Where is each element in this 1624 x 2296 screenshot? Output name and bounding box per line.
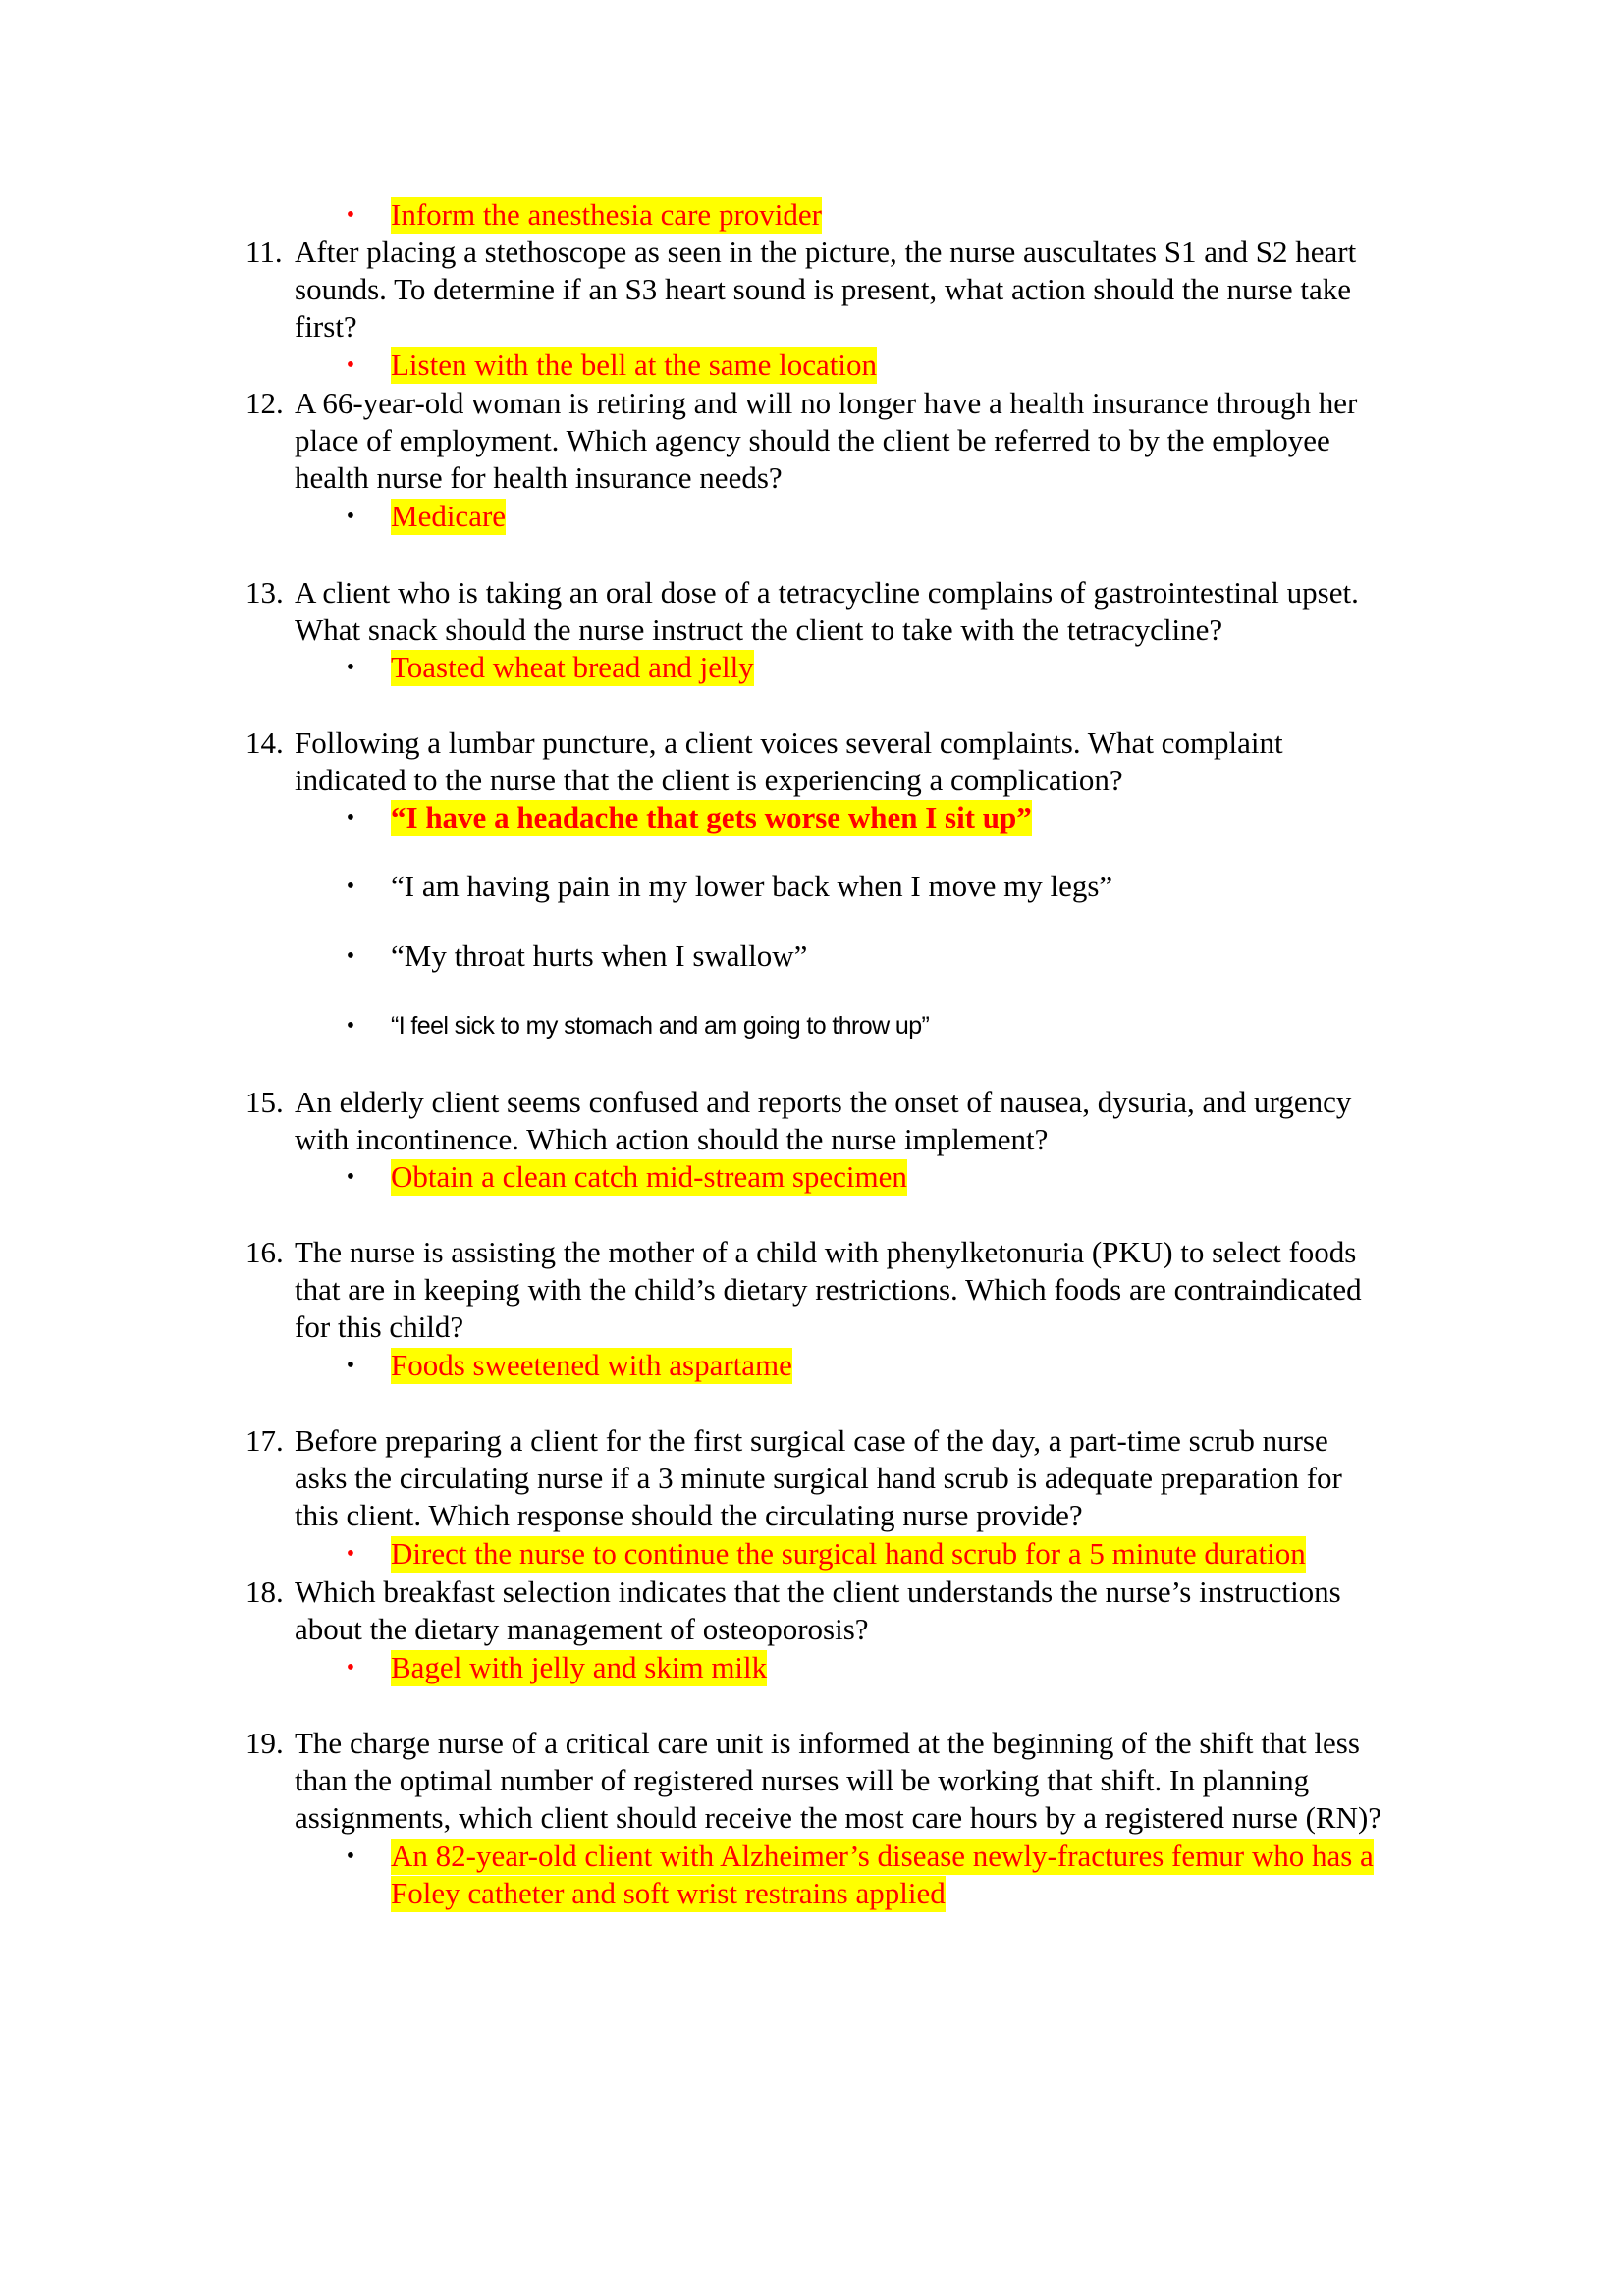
bullet-icon: •	[346, 805, 355, 830]
bullet-icon: •	[346, 1843, 355, 1869]
bullet-icon: •	[346, 1164, 355, 1190]
answer-text: “My throat hurts when I swallow”	[391, 938, 808, 973]
question-number: 13.	[245, 575, 284, 610]
question-number: 12.	[245, 386, 284, 420]
answer-text: “I feel sick to my stomach and am going to throw up”	[391, 1012, 930, 1040]
question-number: 11.	[245, 235, 283, 269]
question-text: sounds. To determine if an S3 heart sound is present, what action should the nurse take	[295, 272, 1352, 306]
answer-text: Foley catheter and soft wrist restrains applied	[391, 1876, 946, 1910]
answer-text: “I am having pain in my lower back when I move my legs”	[391, 869, 1113, 903]
question-number: 19.	[245, 1726, 284, 1760]
question-text: that are in keeping with the child’s dietary restrictions. Which foods are contraindicated	[295, 1272, 1362, 1307]
answer-text: Bagel with jelly and skim milk	[391, 1650, 768, 1684]
bullet-icon: •	[346, 1541, 355, 1567]
bullet-icon: •	[346, 1353, 355, 1378]
answer-text: Direct the nurse to continue the surgical hand scrub for a 5 minute duration	[391, 1536, 1306, 1571]
question-text: about the dietary management of osteoporosis?	[295, 1612, 869, 1646]
question-text: health nurse for health insurance needs?	[295, 460, 783, 495]
answer-text: Foods sweetened with aspartame	[391, 1348, 792, 1382]
bullet-icon: •	[346, 655, 355, 680]
question-text: for this child?	[295, 1309, 464, 1344]
question-number: 14.	[245, 725, 284, 760]
question-text: asks the circulating nurse if a 3 minute surgical hand scrub is adequate preparation for	[295, 1461, 1342, 1495]
question-text: A client who is taking an oral dose of a tetracycline complains of gastrointestinal upset.	[295, 575, 1359, 610]
question-number: 15.	[245, 1085, 284, 1119]
bullet-icon: •	[346, 943, 355, 969]
answer-text: An 82-year-old client with Alzheimer’s disease newly-fractures femur who has a	[391, 1839, 1374, 1873]
bullet-icon: •	[346, 874, 355, 899]
question-text: An elderly client seems confused and reports the onset of nausea, dysuria, and urgency	[295, 1085, 1352, 1119]
answer-text: Toasted wheat bread and jelly	[391, 650, 754, 684]
question-text: than the optimal number of registered nurses will be working that shift. In planning	[295, 1763, 1310, 1797]
question-text: this client. Which response should the circulating nurse provide?	[295, 1498, 1083, 1532]
question-text: place of employment. Which agency should the client be referred to by the employee	[295, 423, 1330, 457]
question-text: with incontinence. Which action should the nurse implement?	[295, 1122, 1049, 1156]
question-text: A 66-year-old woman is retiring and will no longer have a health insurance through her	[295, 386, 1358, 420]
question-number: 16.	[245, 1235, 284, 1269]
question-text: What snack should the nurse instruct the client to take with the tetracycline?	[295, 613, 1223, 647]
bullet-icon: •	[346, 352, 355, 378]
answer-text: Listen with the bell at the same location	[391, 347, 878, 382]
question-text: Following a lumbar puncture, a client voices several complaints. What complaint	[295, 725, 1283, 760]
question-number: 18.	[245, 1575, 284, 1609]
question-text: indicated to the nurse that the client is experiencing a complication?	[295, 763, 1123, 797]
question-text: Which breakfast selection indicates that the client understands the nurse’s instructions	[295, 1575, 1341, 1609]
bullet-icon: •	[346, 504, 355, 529]
question-text: assignments, which client should receive the most care hours by a registered nurse (RN)?	[295, 1800, 1382, 1835]
bullet-icon: •	[346, 202, 355, 228]
answer-text: Inform the anesthesia care provider	[391, 197, 822, 232]
question-text: After placing a stethoscope as seen in the picture, the nurse auscultates S1 and S2 heart	[295, 235, 1357, 269]
answer-text: Medicare	[391, 499, 507, 533]
question-text: first?	[295, 309, 357, 344]
question-number: 17.	[245, 1423, 284, 1458]
question-text: The charge nurse of a critical care unit is informed at the beginning of the shift that less	[295, 1726, 1360, 1760]
question-text: The nurse is assisting the mother of a child with phenylketonuria (PKU) to select foods	[295, 1235, 1357, 1269]
bullet-icon: •	[346, 1013, 355, 1039]
answer-text: Obtain a clean catch mid-stream specimen	[391, 1159, 907, 1194]
answer-text: “I have a headache that gets worse when I sit up”	[391, 800, 1032, 834]
question-text: Before preparing a client for the first surgical case of the day, a part-time scrub nurse	[295, 1423, 1328, 1458]
bullet-icon: •	[346, 1655, 355, 1681]
